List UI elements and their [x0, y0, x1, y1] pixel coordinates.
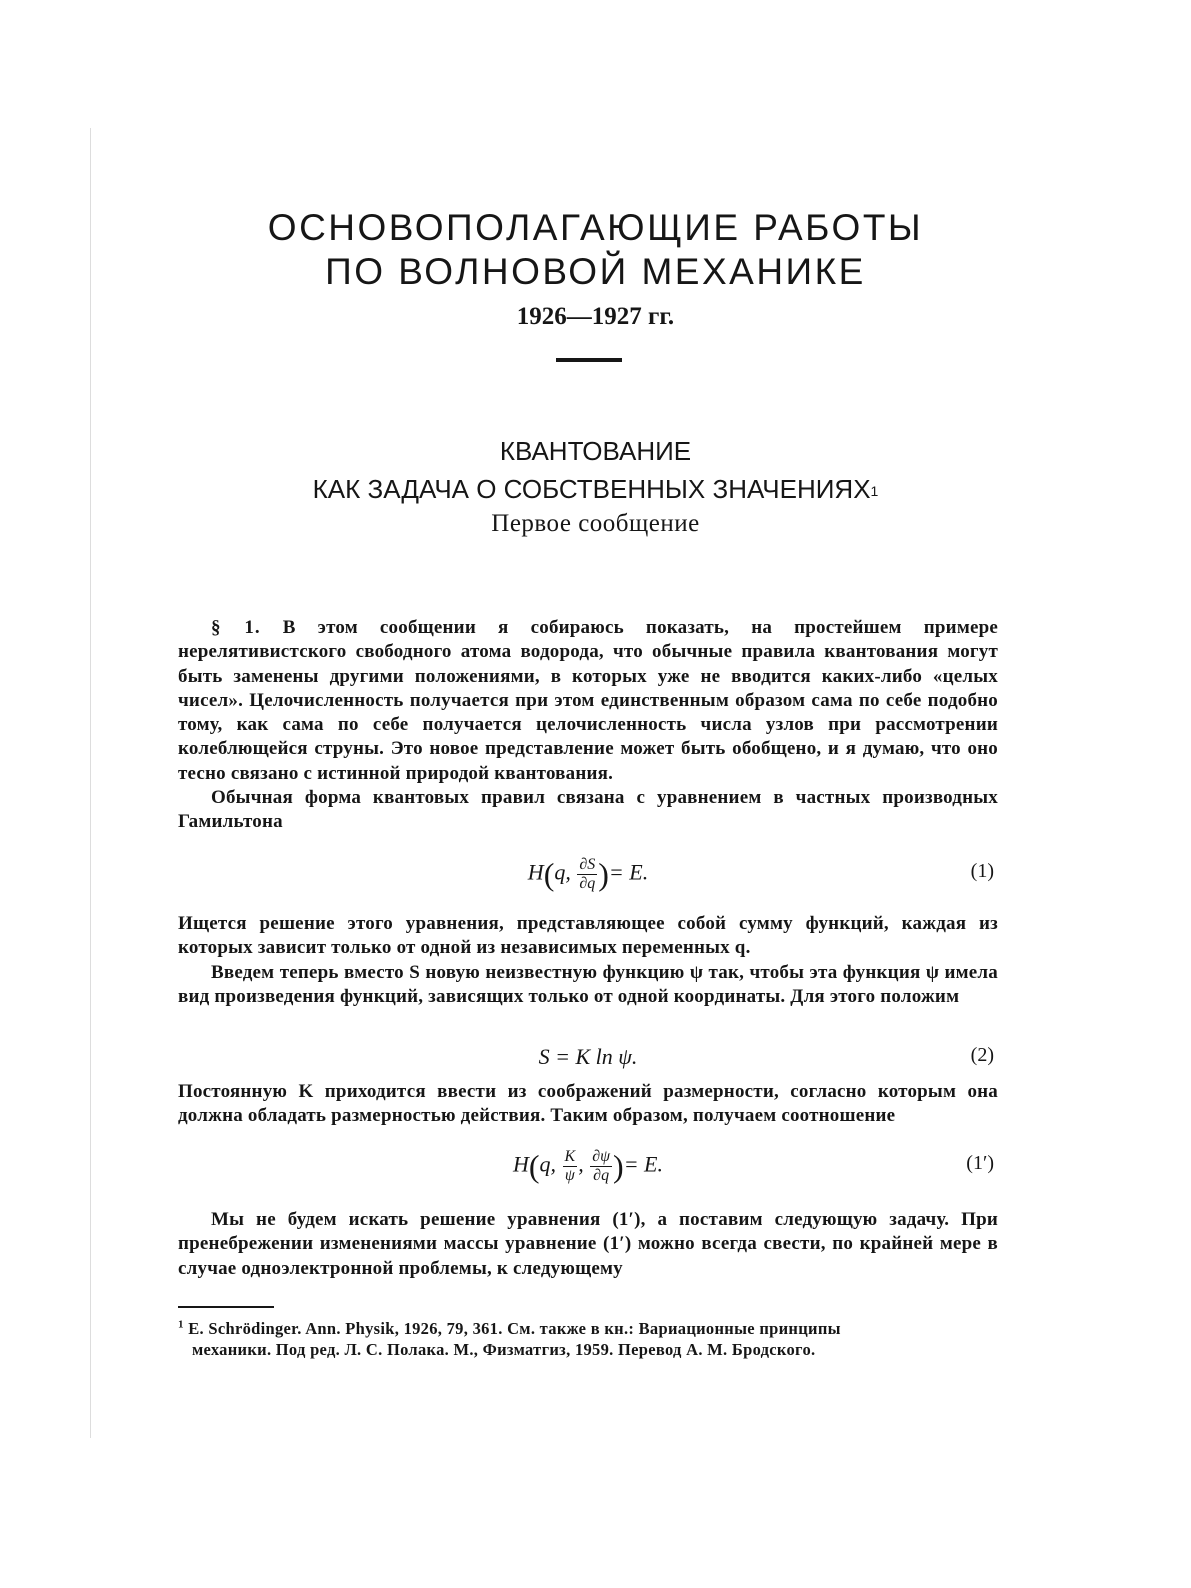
article-subtitle: Первое сообщение	[491, 510, 700, 537]
footnote-reference: 1	[870, 483, 879, 499]
paragraph-1-text: В этом сообщении я собираюсь показать, на простейшем примере нерелятивистского свободного атома водорода, что обычные правила квантования могут быть заменены другими положениями, в которых уже не вводится каких-либо «целых чисел». Целочисленность получается при этом единственным образом сама по себе подобно тому, как сама по себе получается целочисленность числа узлов при рассмотрении колеблющейся струны. Это новое представление может быть обобщено, и я думаю, что оно тесно связано с истинной природой квантования.	[178, 617, 999, 784]
eq1-open-paren: (	[543, 856, 555, 892]
equation-1-prime	[178, 1148, 998, 1188]
equation-1-prime-expression	[178, 1148, 998, 1185]
eq1p-numerator-2: ∂ψ	[592, 1148, 611, 1165]
paragraph-4: Введем теперь вместо S новую неизвестную функцию ψ так, чтобы эта функция ψ имела вид произведения функций, зависящих только от одной координаты. Для этого положим	[178, 961, 998, 1007]
body-block-2	[178, 912, 998, 1009]
footnote	[178, 1314, 998, 1360]
equation-2-expression: S = K ln ψ.	[538, 1044, 638, 1069]
eq1p-numerator-1: K	[564, 1148, 576, 1165]
footnote-marker: 1	[178, 1318, 184, 1330]
paragraph-3: Ищется решение этого уравнения, представляющее собой сумму функций, каждая из которых зависит только от одной из независимых переменных q.	[178, 913, 998, 959]
paragraph-2: Обычная форма квантовых правил связана с уравнением в частных производных Гамильтона	[178, 787, 998, 833]
title-divider	[556, 358, 622, 362]
eq1-rhs: = E.	[608, 859, 649, 885]
eq1-fraction	[577, 856, 597, 893]
article-title-line-2-text: КАК ЗАДАЧА О СОБСТВЕННЫХ ЗНАЧЕНИЯХ	[312, 474, 871, 504]
article-title-line-2	[0, 470, 1191, 508]
book-title-line-2: ПО ВОЛНОВОЙ МЕХАНИКЕ	[325, 251, 866, 292]
paragraph-6: Мы не будем искать решение уравнения (1′), а поставим следующую задачу. При пренебрежении изменениями массы уравнение (1′) можно всегда свести, по крайней мере в случае одноэлектронной проблемы, к следующему	[178, 1209, 998, 1279]
eq1p-fraction-1	[563, 1148, 578, 1185]
footnote-rule	[178, 1306, 274, 1308]
equation-1-number: (1)	[970, 860, 994, 882]
paragraph-1	[178, 616, 998, 786]
eq1p-comma: ,	[578, 1151, 584, 1177]
body-block-1	[178, 616, 998, 835]
years-range: 1926—1927 гг.	[516, 303, 675, 330]
article-title	[0, 432, 1191, 508]
eq1p-close-paren: )	[613, 1148, 624, 1184]
eq1p-open-paren: (	[528, 1148, 540, 1184]
equation-1-prime-number: (1′)	[966, 1152, 994, 1174]
article-title-line-1: КВАНТОВАНИЕ	[499, 436, 692, 466]
equation-2	[178, 1040, 998, 1080]
paragraph-5: Постоянную K приходится ввести из соображений размерности, согласно которым она должна обладать размерностью действия. Таким образом, получаем соотношение	[178, 1081, 998, 1127]
eq1-denominator: ∂q	[579, 875, 596, 892]
eq1p-fraction-2	[590, 1148, 612, 1185]
equation-1	[178, 856, 998, 896]
eq1-h: H	[527, 859, 544, 885]
section-label: § 1.	[211, 617, 261, 638]
footnote-line-2: механики. Под ред. Л. С. Полака. М., Физматгиз, 1959. Перевод А. М. Бродского.	[192, 1339, 816, 1359]
equation-1-expression	[178, 856, 998, 893]
eq1-q: q,	[554, 859, 571, 885]
book-title	[0, 206, 1191, 294]
footnote-line-1	[178, 1319, 841, 1338]
eq1-numerator: ∂S	[579, 856, 596, 873]
body-block-3	[178, 1080, 998, 1129]
eq1p-denominator-1: ψ	[564, 1167, 575, 1184]
eq1p-q: q,	[539, 1151, 557, 1177]
footnote-line-1-text: E. Schrödinger. Ann. Physik, 1926, 79, 361. См. также в кн.: Вариационные принципы	[188, 1318, 841, 1338]
eq1p-denominator-2: ∂q	[593, 1167, 610, 1184]
eq1p-rhs: = E.	[623, 1151, 663, 1177]
eq1-close-paren: )	[598, 856, 609, 892]
eq1p-h: H	[512, 1151, 529, 1177]
book-title-line-1: ОСНОВОПОЛАГАЮЩИЕ РАБОТЫ	[267, 207, 924, 248]
equation-2-number: (2)	[970, 1044, 994, 1066]
body-block-4	[178, 1208, 998, 1281]
